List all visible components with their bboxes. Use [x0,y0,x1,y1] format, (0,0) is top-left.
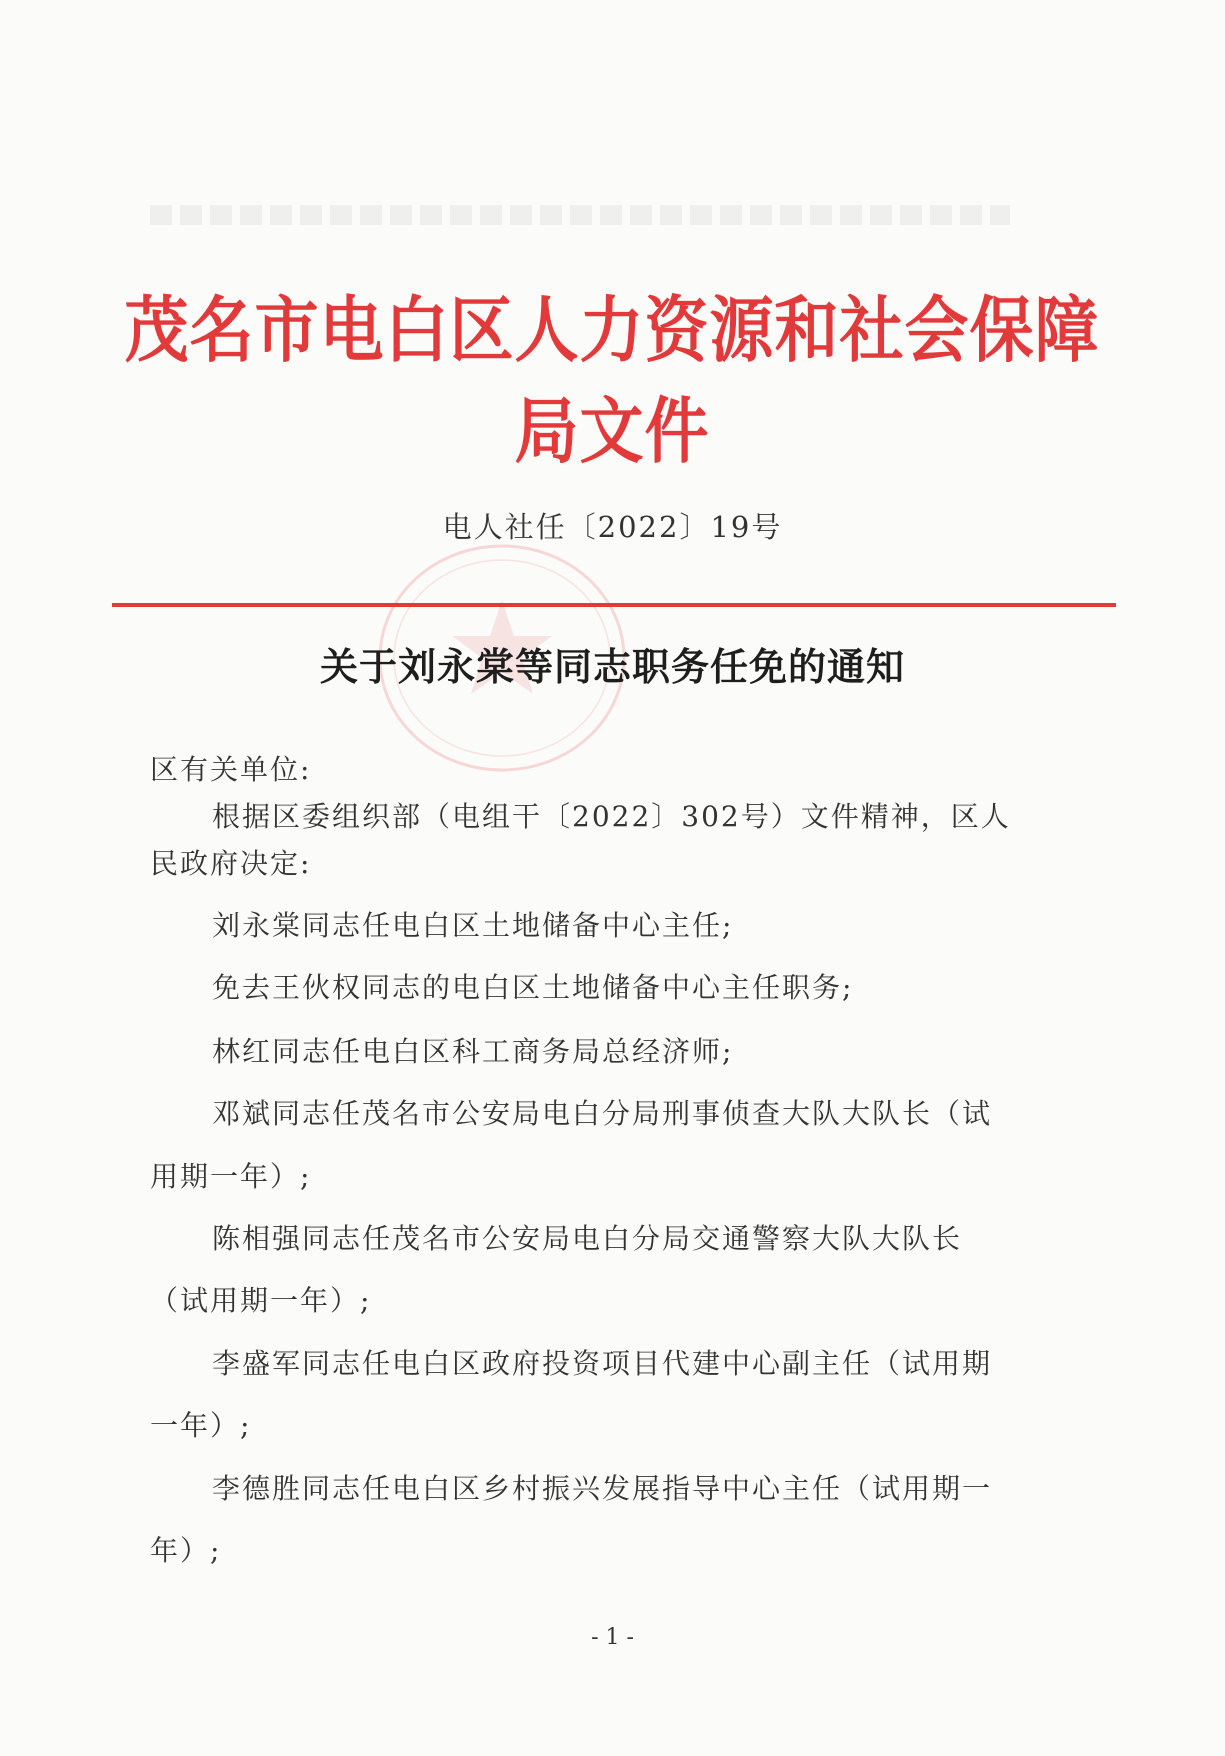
paragraph-4: 林红同志任电白区科工商务局总经济师; [212,1035,734,1068]
document-number: 电人社任〔2022〕19号 [442,510,783,544]
agency-title: 茂名市电白区人力资源和社会保障局文件 [124,290,1100,474]
red-divider-line [112,603,1116,607]
page-number: - 1 - [591,1625,634,1650]
bleed-through-text [150,205,1010,225]
paragraph-7-line-2: 一年）; [150,1409,252,1442]
paragraph-8-line-1: 李德胜同志任电白区乡村振兴发展指导中心主任（试用期一 [212,1472,993,1505]
paragraph-3: 免去王伙权同志的电白区土地储备中心主任职务; [212,971,854,1004]
paragraph-2: 刘永棠同志任电白区土地储备中心主任; [212,909,734,942]
notice-title: 关于刘永棠等同志职务任免的通知 [319,645,905,689]
paragraph-6-line-1: 陈相强同志任茂名市公安局电白分局交通警察大队大队长 [212,1222,963,1255]
paragraph-6-line-2: （试用期一年）; [150,1284,372,1317]
paragraph-5-line-1: 邓斌同志任茂名市公安局电白分局刑事侦查大队大队长（试 [212,1097,993,1130]
paragraph-1-line-1: 根据区委组织部（电组干〔2022〕302号）文件精神，区人 [212,800,1011,833]
paragraph-8-line-2: 年）; [150,1534,222,1567]
paragraph-1-line-2: 民政府决定: [150,847,312,880]
paragraph-5-line-2: 用期一年）; [150,1160,312,1193]
salutation: 区有关单位: [150,753,312,786]
paragraph-7-line-1: 李盛军同志任电白区政府投资项目代建中心副主任（试用期 [212,1347,993,1380]
